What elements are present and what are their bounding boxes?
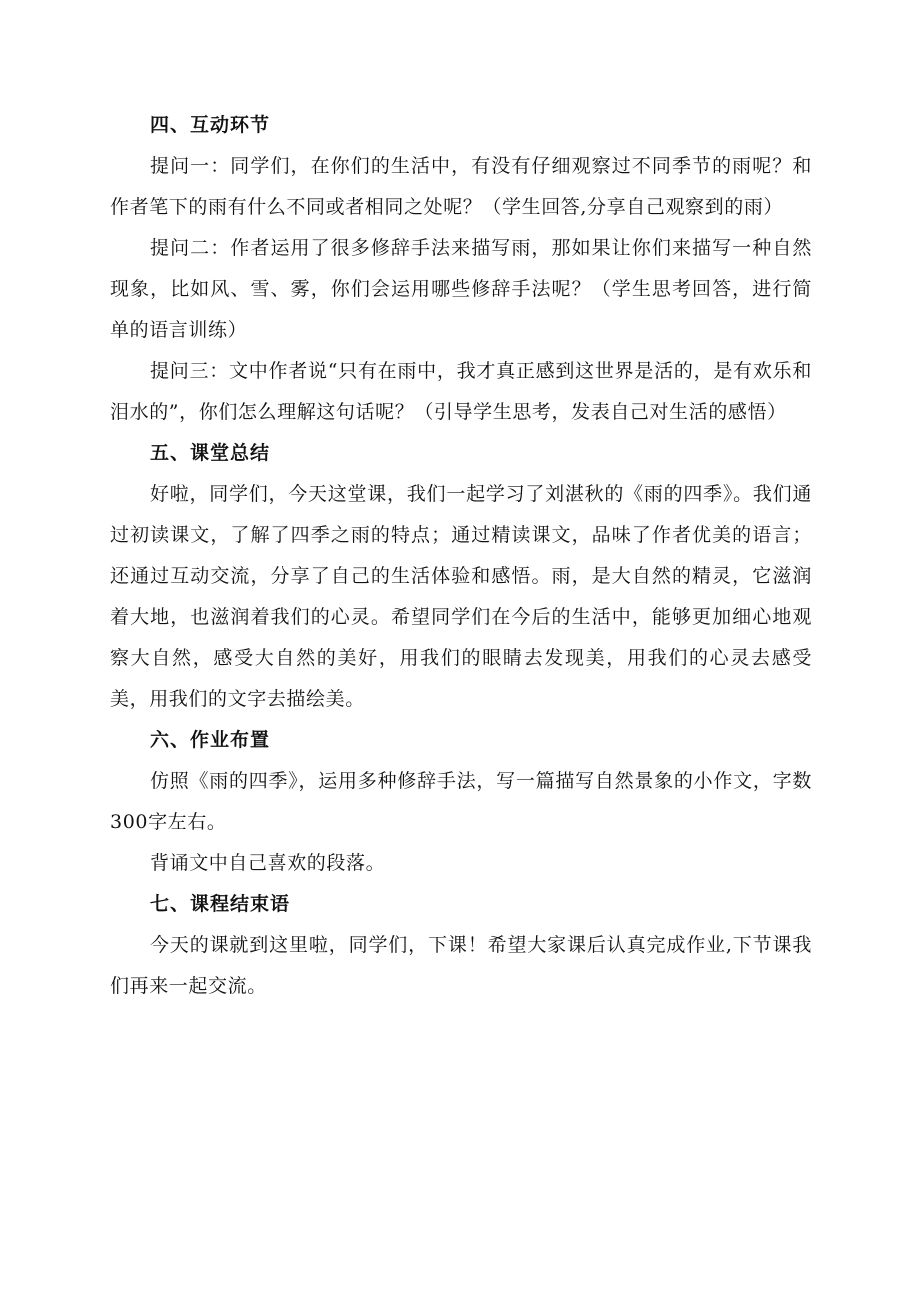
question-1: 提问一：同学们，在你们的生活中，有没有仔细观察过不同季节的雨呢？和作者笔下的雨有什么不同或者相同之处呢？（学生回答,分享自己观察到的雨）	[110, 155, 812, 218]
section-heading-homework: 六、作业布置	[150, 729, 271, 751]
question-3: 提问三：文中作者说“只有在雨中，我才真正感到这世界是活的，是有欢乐和泪水的”，你们怎么理解这句话呢？（引导学生思考，发表自己对生活的感悟）	[110, 360, 812, 423]
section-heading-summary: 五、课堂总结	[150, 442, 271, 464]
closing-paragraph: 今天的课就到这里啦，同学们，下课！希望大家课后认真完成作业,下节课我们再来一起交流。	[110, 934, 812, 997]
document-page	[110, 105, 812, 1007]
homework-task-2: 背诵文中自己喜欢的段落。	[150, 852, 386, 874]
summary-paragraph: 好啦，同学们，今天这堂课，我们一起学习了刘湛秋的《雨的四季》。我们通过初读课文，了解了四季之雨的特点；通过精读课文，品味了作者优美的语言；还通过互动交流，分享了自己的生活体验和感悟。雨，是大自然的精灵，它滋润着大地，也滋润着我们的心灵。希望同学们在今后的生活中，能够更加细心地观察大自然，感受大自然的美好，用我们的眼睛去发现美，用我们的心灵去感受美，用我们的文字去描绘美。	[110, 483, 812, 710]
section-heading-closing: 七、课程结束语	[150, 893, 291, 915]
section-heading-interaction: 四、互动环节	[150, 114, 271, 136]
question-2: 提问二：作者运用了很多修辞手法来描写雨，那如果让你们来描写一种自然现象，比如风、雪、雾，你们会运用哪些修辞手法呢？（学生思考回答，进行简单的语言训练）	[110, 237, 812, 341]
homework-task-1: 仿照《雨的四季》，运用多种修辞手法，写一篇描写自然景象的小作文，字数300字左右。	[110, 770, 812, 833]
